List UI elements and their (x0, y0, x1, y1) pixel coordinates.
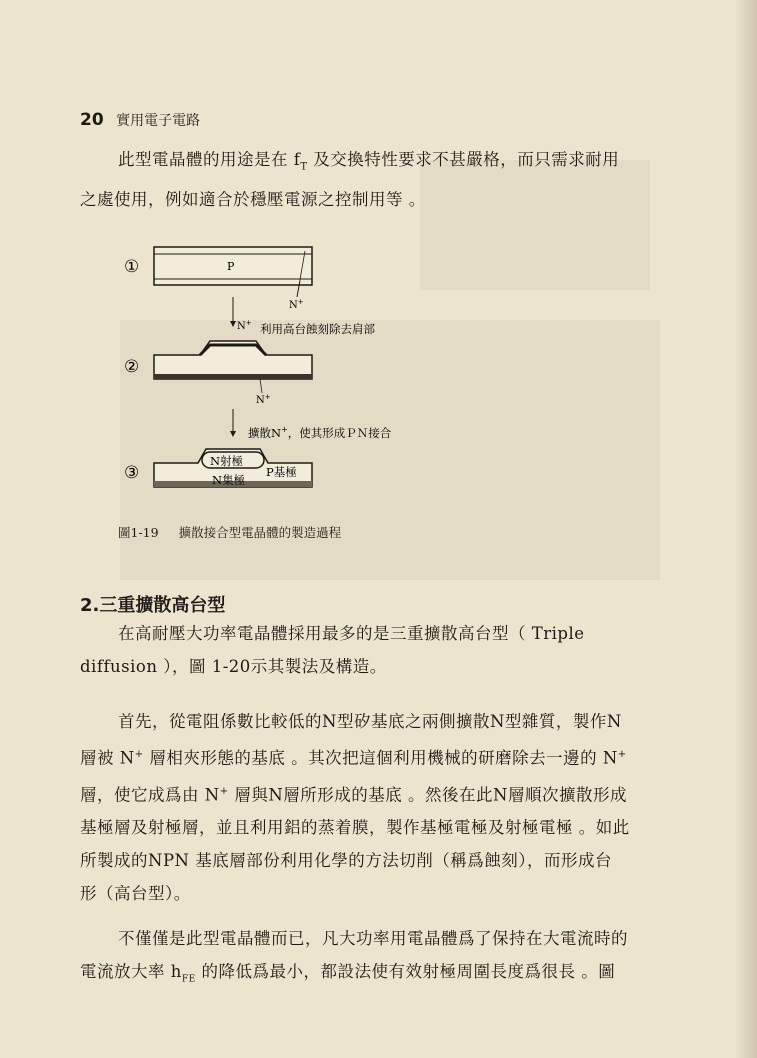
step-3-marker: ③ (124, 463, 140, 483)
text-line: 在高耐壓大功率電晶體採用最多的是三重擴散高台型（ Triple (118, 624, 585, 643)
arrow-head (230, 321, 236, 327)
text-line: 之處使用，例如適合於穩壓電源之控制用等 。 (80, 190, 426, 210)
paragraph-large-power (80, 922, 680, 996)
step-2-note: 利用高台蝕刻除去肩部 (260, 322, 375, 336)
figure-caption (118, 523, 341, 541)
text-line: 層，使它成爲由 N+ 層與N層所形成的基底 。然後在此N層順次擴散形成 (80, 785, 627, 804)
page-number: 20 (80, 110, 104, 130)
bottom-n-plus-layer (154, 374, 312, 379)
paragraph-process (80, 705, 680, 910)
text-line: 所製成的NPN 基底層部份利用化學的方法切削（稱爲蝕刻），而形成台 (80, 851, 612, 870)
step-1-marker: ① (124, 257, 140, 277)
label-n-plus: N+ (237, 319, 252, 332)
step-3-note: 擴散N+，使其形成ＰＮ接合 (248, 425, 392, 440)
paragraph-triple-diffusion (80, 617, 680, 683)
label-base: P基極 (266, 465, 297, 479)
figure-number: 圖1-19 (118, 525, 159, 540)
running-header (80, 110, 200, 130)
text-line: 電流放大率 $h_{FE}$ 的降低爲最小，都設法使有效射極周圍長度爲很長 。圖 (80, 962, 616, 985)
label-collector: N集極 (212, 473, 246, 487)
section-title: 2.三重擴散高台型 (80, 595, 226, 616)
mesa-profile (154, 341, 312, 379)
label-n-plus: N+ (289, 298, 304, 311)
text-line: 此型電晶體的用途是在 $f_T$ 及交換特性要求不甚嚴格，而只需求耐用 (118, 150, 620, 173)
label-p: P (227, 260, 235, 273)
step-2-marker: ② (124, 357, 140, 377)
paragraph-usage (80, 143, 680, 216)
text-line: diffusion ），圖 1-20示其製法及構造。 (80, 657, 387, 676)
text-line: 形（高台型）。 (80, 884, 191, 903)
book-title: 實用電子電路 (116, 113, 201, 129)
page-edge-shadow (735, 0, 757, 1058)
process-diagram (110, 235, 470, 525)
label-emitter: N射極 (210, 454, 244, 468)
text-line: 不僅僅是此型電晶體而已，凡大功率用電晶體爲了保持在大電流時的 (118, 929, 628, 948)
label-n-plus: N+ (256, 393, 271, 406)
text-line: 基極層及射極層，並且利用鋁的蒸着膜，製作基極電極及射極電極 。如此 (80, 818, 630, 837)
text-line: 首先，從電阻係數比較低的N型矽基底之兩側擴散N型雜質，製作N (118, 712, 622, 731)
arrow-head (230, 431, 236, 437)
figure-title: 擴散接合型電晶體的製造過程 (178, 525, 342, 540)
text-line: 層被 N+ 層相夾形態的基底 。其次把這個利用機械的研磨除去一邊的 N+ (80, 748, 627, 768)
leader-line (260, 379, 262, 393)
